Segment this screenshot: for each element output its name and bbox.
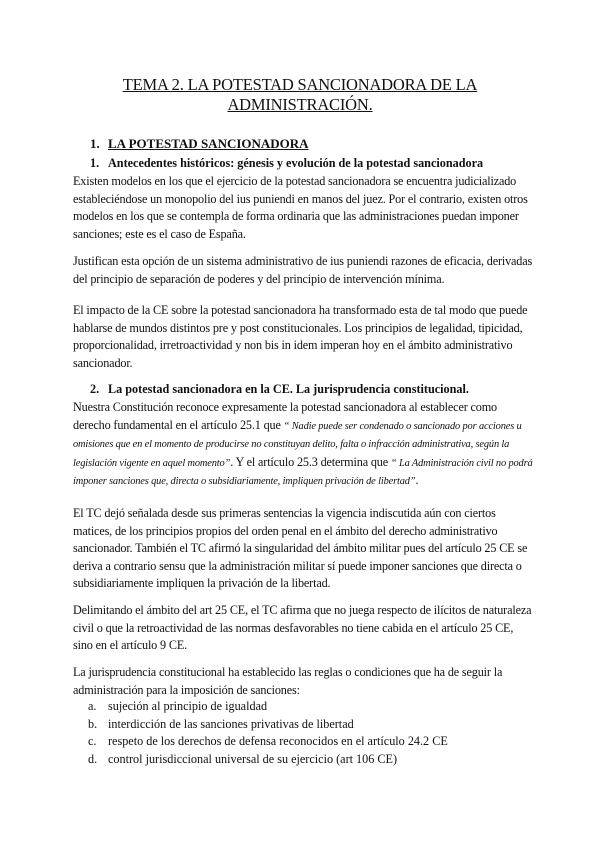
list-item-text: respeto de los derechos de defensa reconocidos en el artículo 24.2 CE — [108, 734, 448, 749]
paragraph-text: El TC dejó señalada desde sus primeras sentencias la vigencia indiscutida aún con ciertos matices, de los principios propios del orden penal en el ámbito del derecho administrativo sancionador. También el TC afirmó la singularidad del ámbito militar pues del artículo 25 CE se deriva a contrario sensu que la administración militar sí puede imponer sanciones que directa o subsidiariamente impliquen la privación de la libertad. — [73, 506, 528, 591]
page-title — [60, 75, 540, 115]
section-heading-1 — [90, 136, 309, 152]
paragraph-text: El impacto de la CE sobre la potestad sancionadora ha transformado esta de tal modo que puede hablarse de mundos distintos pre y post constitucionales. Los principios de legalidad, tipicidad, proporcionalidad, irretroactividad y non bis in idem imperan hoy en el ámbito administrativo sancionador. — [73, 303, 528, 370]
paragraph-text: Justifican esta opción de un sistema administrativo de ius puniendi razones de eficacia, derivadas del principio de separación de poderes y del principio de intervención mínima. — [73, 254, 533, 286]
title-line-1: TEMA 2. LA POTESTAD SANCIONADORA DE LA — [122, 75, 478, 94]
list-item-text: control jurisdiccional universal de su ejercicio (art 106 CE) — [108, 751, 398, 766]
list-item — [88, 716, 528, 734]
quote-article-25-3: “ La Administración civil no podrá imponer sanciones que, directa o subsidiariamente, impliquen privación de libertad” — [73, 457, 533, 488]
list-marker: d. — [88, 751, 98, 766]
paragraph-7 — [73, 664, 535, 699]
paragraph-text: Nuestra Constitución reconoce expresamente la potestad sancionadora al establecer como derecho fundamental en el artículo 25.1 que — [73, 400, 497, 432]
subsection-title: Antecedentes históricos: génesis y evolución de la potestad sancionadora — [108, 156, 484, 170]
list-item-text: sujeción al principio de igualdad — [108, 699, 268, 713]
paragraph-4 — [73, 399, 535, 491]
subsection-title: La potestad sancionadora en la CE. La jurisprudencia constitucional. — [108, 382, 469, 396]
quote-article-25-1: “ Nadie puede ser condenado o sancionado por acciones u omisiones que en el momento de producirse no constituyan delito, falta o infracción administrativa, según la legislación vigente en aquel momento” — [73, 420, 522, 469]
paragraph-text: La jurisprudencia constitucional ha establecido las reglas o condiciones que ha de seguir la administración para la imposición de sanciones: — [73, 665, 503, 697]
paragraph-text: Existen modelos en los que el ejercicio de la potestad sancionadora se encuentra judicializado estableciéndose un monopolio del ius puniendi en manos del juez. Por el contrario, existen otros modelos en los que se contempla de forma ordinaria que las administraciones puedan imponer sanciones; este es el caso de España. — [73, 174, 528, 241]
section-title: LA POTESTAD SANCIONADORA — [108, 136, 309, 151]
paragraph-text: Delimitando el ámbito del art 25 CE, el TC afirma que no juega respecto de ilícitos de naturaleza civil o que la retroactividad de las normas desfavorables no tiene cabida en el artículo 25 CE, sino en el artículo 9 CE. — [73, 603, 532, 653]
paragraph-2 — [73, 253, 535, 288]
subsection-number: 1. — [90, 156, 100, 170]
list-item — [88, 751, 528, 769]
list-marker: c. — [88, 734, 97, 749]
paragraph-text: . Y el artículo 25.3 determina que — [230, 454, 391, 469]
paragraph-text: . — [415, 473, 419, 488]
list-marker: a. — [88, 699, 97, 713]
subsection-number: 2. — [90, 382, 100, 396]
section-number: 1. — [90, 136, 100, 151]
list-item — [88, 733, 528, 751]
list-item — [88, 698, 528, 716]
subsection-heading-2 — [90, 382, 469, 397]
list-marker: b. — [88, 716, 98, 731]
paragraph-6 — [73, 602, 535, 655]
paragraph-3 — [73, 302, 535, 372]
subsection-heading-1 — [90, 156, 483, 171]
paragraph-5 — [73, 505, 535, 593]
title-line-2: ADMINISTRACIÓN. — [227, 95, 373, 114]
paragraph-1 — [73, 173, 535, 243]
conditions-list — [88, 698, 528, 768]
list-item-text: interdicción de las sanciones privativas de libertad — [108, 716, 354, 731]
